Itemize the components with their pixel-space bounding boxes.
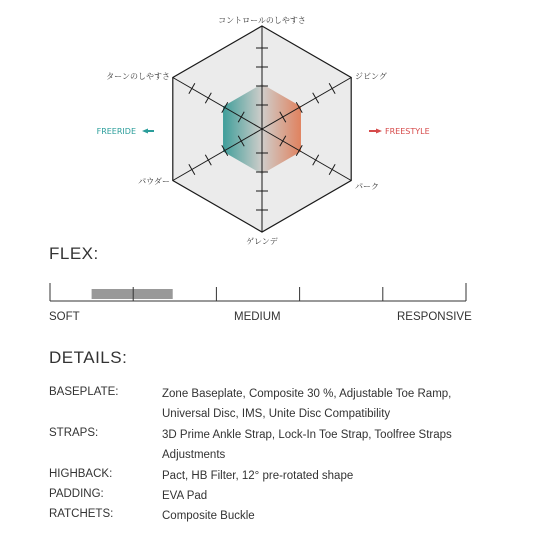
freestyle-arrow-icon xyxy=(376,129,382,134)
freestyle-arrow-shaft xyxy=(369,130,376,132)
details-value: EVA Pad xyxy=(162,490,208,502)
flex-scale xyxy=(0,276,533,306)
details-key: BASEPLATE: xyxy=(49,386,119,398)
details-key: HIGHBACK: xyxy=(49,468,113,480)
details-key: RATCHETS: xyxy=(49,508,114,520)
axis-label-powder: パウダー xyxy=(138,177,170,186)
radar-chart xyxy=(0,0,533,250)
details-value: Zone Baseplate, Composite 30 %, Adjustable Toe Ramp, Universal Disc, IMS, Unite Disc Compatibility xyxy=(162,388,452,420)
axis-label-groomer: ゲレンデ xyxy=(246,237,278,246)
axis-label-jibbing: ジビング xyxy=(355,72,387,81)
flex-range-bar xyxy=(92,289,173,299)
details-key: STRAPS: xyxy=(49,427,99,439)
freeride-label: FREERIDE xyxy=(96,127,136,136)
details-value: 3D Prime Ankle Strap, Lock-In Toe Strap, Toolfree Straps Adjustments xyxy=(162,429,452,461)
details-title: DETAILS: xyxy=(49,348,128,367)
details-value: Pact, HB Filter, 12° pre-rotated shape xyxy=(162,470,354,482)
details-value: Composite Buckle xyxy=(162,510,255,522)
freeride-arrow-icon xyxy=(142,129,148,134)
flex-level-soft: SOFT xyxy=(49,311,80,323)
axis-label-turn: ターンのしやすさ xyxy=(106,72,170,81)
flex-level-responsive: RESPONSIVE xyxy=(397,311,472,323)
details-key: PADDING: xyxy=(49,488,104,500)
flex-title: FLEX: xyxy=(49,244,99,263)
axis-label-park: パーク xyxy=(355,182,379,191)
flex-level-medium: MEDIUM xyxy=(234,311,281,323)
freestyle-label: FREESTYLE xyxy=(385,127,430,136)
axis-label-control: コントロールのしやすさ xyxy=(218,16,306,25)
freeride-arrow-shaft xyxy=(148,130,154,132)
